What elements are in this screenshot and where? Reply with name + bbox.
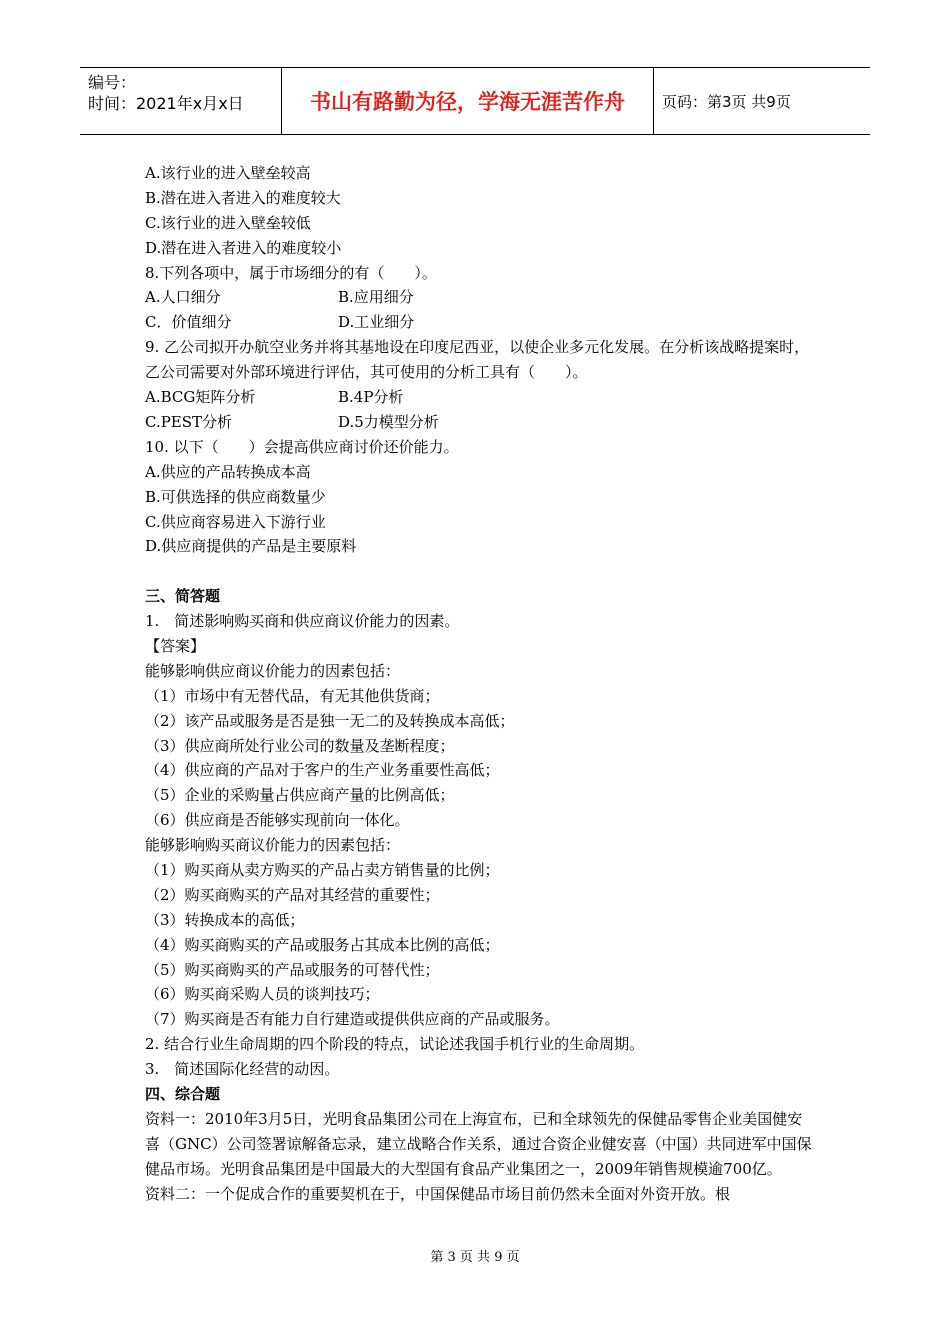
q8-option-a: A.人口细分 [145, 288, 221, 307]
supplier-item: （5）企业的采购量占供应商产量的比例高低； [145, 786, 455, 805]
header-motto: 书山有路勤为径，学海无涯苦作舟 [282, 68, 654, 134]
q8-options-row [145, 310, 815, 335]
q9-option-c: C.PEST分析 [145, 412, 233, 431]
material-1: 资料一：2010年3月5日，光明食品集团公司在上海宣布，已和全球领先的保健品零售企业美国健安喜（GNC）公司签署谅解备忘录，建立战略合作关系，通过合资企业健安喜（中国）共同进军中国保健品市场。光明食品集团是中国最大的大型国有食品产业集团之一，2009年销售规模逾700亿。 [145, 1109, 812, 1178]
q10-option-c: C.供应商容易进入下游行业 [145, 512, 326, 531]
supplier-item: （4）供应商的产品对于客户的生产业务重要性高低； [145, 761, 500, 780]
q9-option-d: D.5力模型分析 [338, 412, 439, 431]
q7-option-d: D.潜在进入者进入的难度较小 [145, 238, 342, 257]
buyer-item: （6）购买商采购人员的谈判技巧； [145, 985, 380, 1004]
q8-option-c: C．价值细分 [145, 313, 232, 332]
q7-option-a: A.该行业的进入壁垒较高 [145, 164, 311, 182]
buyer-item: （4）购买商购买的产品或服务占其成本比例的高低； [145, 935, 500, 954]
supplier-item: （6）供应商是否能够实现前向一体化。 [145, 811, 410, 830]
q7-option-c: C.该行业的进入壁垒较低 [145, 213, 311, 232]
header-date: 时间：2021年x月x日 [88, 94, 244, 113]
buyer-intro: 能够影响购买商议价能力的因素包括： [145, 836, 401, 855]
s3-question-2: 2. 结合行业生命周期的四个阶段的特点，试论述我国手机行业的生命周期。 [145, 1035, 645, 1054]
buyer-item: （3）转换成本的高低； [145, 910, 305, 929]
buyer-item: （7）购买商是否有能力自行建造或提供供应商的产品或服务。 [145, 1010, 560, 1029]
q9-options-row [145, 410, 815, 435]
buyer-item: （5）购买商购买的产品或服务的可替代性； [145, 960, 440, 979]
q7-option-b: B.潜在进入者进入的难度较大 [145, 188, 341, 207]
buyer-item: （2）购买商购买的产品对其经营的重要性； [145, 885, 440, 904]
q10-option-b: B.可供选择的供应商数量少 [145, 487, 326, 506]
page-footer: 第 3 页 共 9 页 [430, 1250, 520, 1265]
header-number: 编号： [88, 73, 137, 92]
q10-option-a: A.供应的产品转换成本高 [145, 462, 311, 481]
s3-question-3: 3. 简述国际化经营的动因。 [145, 1060, 340, 1079]
q9-question: 9. 乙公司拟开办航空业务并将其基地设在印度尼西亚，以使企业多元化发展。在分析该战略提案时，乙公司需要对外部环境进行评估，其可使用的分析工具有（ ）。 [145, 338, 810, 382]
q9-option-a: A.BCG矩阵分析 [145, 388, 256, 407]
q8-options-row [145, 285, 815, 310]
header-page: 页码：第3页 共9页 [662, 92, 791, 111]
q9-options-row [145, 385, 815, 410]
s3-question-1: 1. 简述影响购买商和供应商议价能力的因素。 [145, 612, 460, 631]
q10-option-d: D.供应商提供的产品是主要原料 [145, 537, 357, 556]
q8-option-d: D.工业细分 [338, 313, 415, 332]
supplier-item: （3）供应商所处行业公司的数量及垄断程度； [145, 736, 455, 755]
q8-option-b: B.应用细分 [338, 288, 414, 307]
answer-label: 【答案】 [145, 636, 206, 655]
q8-question: 8.下列各项中，属于市场细分的有（ ）。 [145, 263, 437, 282]
header-info [80, 68, 282, 134]
material-2: 资料二：一个促成合作的重要契机在于，中国保健品市场目前仍然未全面对外资开放。根 [145, 1184, 731, 1203]
supplier-item: （1）市场中有无替代品，有无其他供货商； [145, 686, 440, 705]
document-body [145, 161, 815, 1207]
section-3-title: 三、简答题 [145, 587, 221, 606]
spacer [145, 559, 815, 584]
page-header [80, 67, 870, 135]
q9-option-b: B.4P分析 [338, 388, 404, 407]
q10-question: 10. 以下（ ）会提高供应商讨价还价能力。 [145, 437, 459, 456]
supplier-intro: 能够影响供应商议价能力的因素包括： [145, 661, 401, 680]
buyer-item: （1）购买商从卖方购买的产品占卖方销售量的比例； [145, 860, 500, 879]
supplier-item: （2）该产品或服务是否是独一无二的及转换成本高低； [145, 711, 515, 730]
section-4-title: 四、综合题 [145, 1084, 221, 1103]
